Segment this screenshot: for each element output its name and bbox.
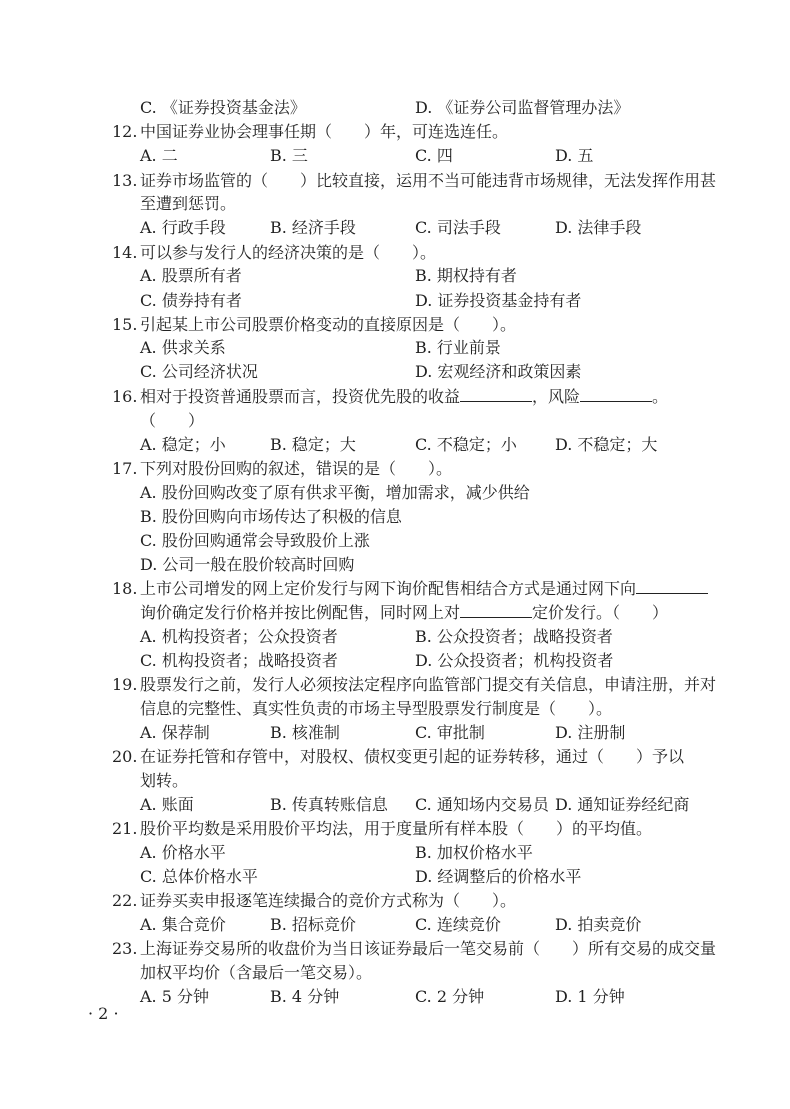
- option-b: B. 行业前景: [415, 338, 501, 357]
- option-c: C. 司法手段: [415, 218, 501, 237]
- question-number: 14.: [112, 243, 138, 262]
- option-a: A. 股份回购改变了原有供求平衡，增加需求，减少供给: [140, 483, 530, 502]
- option-a: A. 机构投资者；公众投资者: [140, 627, 338, 646]
- option-b: B. 经济手段: [270, 218, 356, 237]
- option-a: A. 价格水平: [140, 843, 226, 862]
- answer-blank: [460, 387, 532, 402]
- question-text: 上海证券交易所的收盘价为当日该证券最后一笔交易前（ ）所有交易的成交量: [140, 939, 717, 958]
- option-d: D. 1 分钟: [555, 987, 625, 1006]
- option-d: D. 法律手段: [555, 218, 642, 237]
- question-text: （ ）: [140, 411, 205, 430]
- option-b: B. 核准制: [270, 723, 340, 742]
- answer-blank: [460, 603, 532, 618]
- question-text: 下列对股份回购的叙述，错误的是（ ）。: [140, 459, 453, 478]
- option-a: A. 5 分钟: [140, 987, 209, 1006]
- option-c: C. 股份回购通常会导致股价上涨: [140, 531, 370, 550]
- question-text: 证券买卖申报逐笔连续撮合的竞价方式称为（ ）。: [140, 891, 517, 910]
- option-c: C. 2 分钟: [415, 987, 485, 1006]
- option-a: A. 供求关系: [140, 338, 226, 357]
- option-c: C. 四: [415, 146, 453, 165]
- option-d: D. 宏观经济和政策因素: [415, 362, 582, 381]
- option-c: C. 通知场内交易员: [415, 795, 549, 814]
- option-a: A. 保荐制: [140, 723, 210, 742]
- question-number: 12.: [112, 122, 138, 141]
- question-text: 信息的完整性、真实性负责的市场主导型股票发行制度是（ ）。: [140, 699, 613, 718]
- question-text-part: ，风险: [532, 387, 581, 406]
- page-number: · 2 ·: [88, 1004, 119, 1023]
- option-a: A. 集合竞价: [140, 915, 226, 934]
- option-d: D. 《证券公司监督管理办法》: [415, 98, 630, 117]
- question-text: 中国证券业协会理事任期（ ）年，可连选连任。: [140, 122, 509, 141]
- question-text-part: 相对于投资普通股票而言，投资优先股的收益: [140, 387, 461, 406]
- question-text-part: 询价确定发行价格并按比例配售，同时网上对: [140, 603, 461, 622]
- question-number: 15.: [112, 315, 138, 334]
- option-c: C. 《证券投资基金法》: [140, 98, 306, 117]
- question-text: [140, 387, 668, 407]
- option-b: B. 传真转账信息: [270, 795, 388, 814]
- option-b: B. 公众投资者；战略投资者: [415, 627, 613, 646]
- question-number: 22.: [112, 891, 138, 910]
- question-text: 在证券托管和存管中，对股权、债权变更引起的证券转移，通过（ ）予以: [140, 747, 685, 766]
- option-b: B. 股份回购向市场传达了积极的信息: [140, 507, 402, 526]
- option-b: B. 稳定；大: [270, 435, 356, 454]
- option-a: A. 二: [140, 146, 178, 165]
- question-number: 13.: [112, 171, 138, 190]
- question-text: [140, 603, 668, 623]
- option-d: D. 证券投资基金持有者: [415, 291, 582, 310]
- question-text: 加权平均价（含最后一笔交易）。: [140, 963, 373, 982]
- option-d: D. 经调整后的价格水平: [415, 867, 582, 886]
- option-c: C. 公司经济状况: [140, 362, 258, 381]
- option-b: B. 招标竞价: [270, 915, 356, 934]
- option-c: C. 审批制: [415, 723, 485, 742]
- option-b: B. 三: [270, 146, 308, 165]
- question-text-part: 定价发行。（ ）: [532, 603, 669, 622]
- option-a: A. 账面: [140, 795, 194, 814]
- option-d: D. 五: [555, 146, 594, 165]
- question-text: 可以参与发行人的经济决策的是（ ）。: [140, 243, 437, 262]
- question-number: 21.: [112, 819, 138, 838]
- answer-blank: [636, 579, 708, 594]
- question-text: 划转。: [140, 771, 189, 790]
- question-text: 股价平均数是采用股价平均法，用于度量所有样本股（ ）的平均值。: [140, 819, 653, 838]
- option-b: B. 期权持有者: [415, 266, 517, 285]
- option-d: D. 公众投资者；机构投资者: [415, 651, 614, 670]
- question-number: 20.: [112, 747, 138, 766]
- question-number: 16.: [112, 387, 138, 406]
- question-text: 股票发行之前，发行人必须按法定程序向监管部门提交有关信息，申请注册，并对: [140, 675, 717, 694]
- option-b: B. 加权价格水平: [415, 843, 533, 862]
- question-text: 证券市场监管的（ ）比较直接，运用不当可能违背市场规律，无法发挥作用甚: [140, 171, 717, 190]
- option-a: A. 行政手段: [140, 218, 226, 237]
- question-text: 至遭到惩罚。: [140, 194, 237, 213]
- question-text: [140, 579, 708, 599]
- option-c: C. 连续竞价: [415, 915, 501, 934]
- option-d: D. 注册制: [555, 723, 626, 742]
- question-text-part: 。: [652, 387, 669, 406]
- question-number: 19.: [112, 675, 138, 694]
- option-a: A. 股票所有者: [140, 266, 242, 285]
- question-text-part: 上市公司增发的网上定价发行与网下询价配售相结合方式是通过网下向: [140, 579, 637, 598]
- question-text: 引起某上市公司股票价格变动的直接原因是（ ）。: [140, 315, 517, 334]
- question-number: 17.: [112, 459, 138, 478]
- option-c: C. 机构投资者；战略投资者: [140, 651, 338, 670]
- option-d: D. 拍卖竞价: [555, 915, 642, 934]
- option-b: B. 4 分钟: [270, 987, 340, 1006]
- question-number: 18.: [112, 579, 138, 598]
- option-c: C. 总体价格水平: [140, 867, 258, 886]
- question-number: 23.: [112, 939, 138, 958]
- answer-blank: [580, 387, 652, 402]
- option-c: C. 债券持有者: [140, 291, 242, 310]
- option-c: C. 不稳定；小: [415, 435, 517, 454]
- option-d: D. 不稳定；大: [555, 435, 658, 454]
- option-d: D. 公司一般在股价较高时回购: [140, 555, 355, 574]
- option-d: D. 通知证券经纪商: [555, 795, 690, 814]
- option-a: A. 稳定；小: [140, 435, 226, 454]
